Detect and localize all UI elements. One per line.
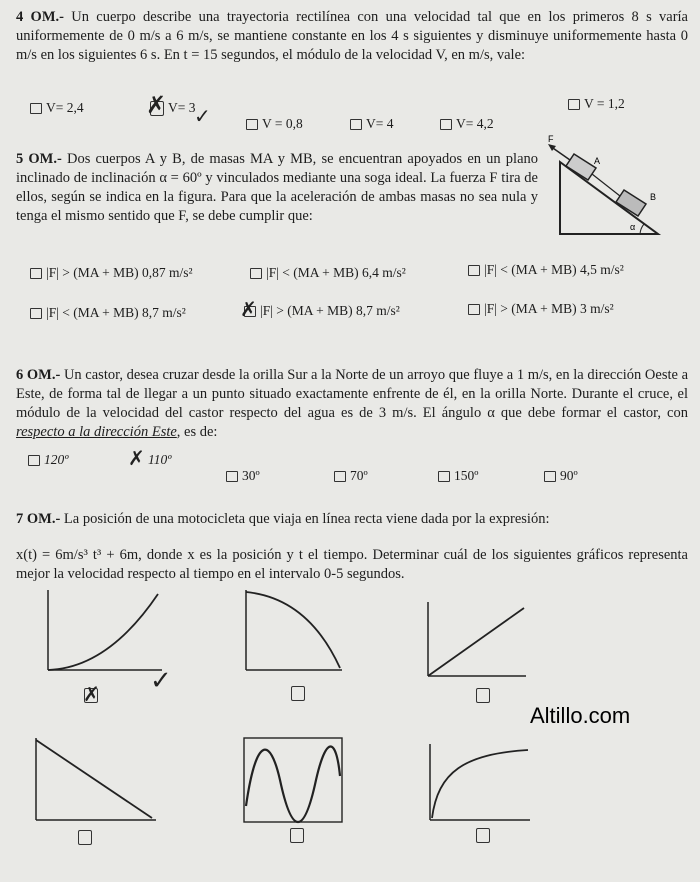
q5-option-5[interactable]: |F| > (MA + MB) 8,7 m/s² ✗: [240, 297, 400, 321]
graph-6-checkbox[interactable]: [476, 828, 490, 843]
checkbox[interactable]: [246, 119, 258, 130]
cross-mark-icon: ✗: [128, 446, 145, 470]
watermark: Altillo.com: [530, 703, 631, 728]
cross-mark-icon: ✗: [146, 91, 167, 119]
q5-option-2[interactable]: |F| < (MA + MB) 6,4 m/s²: [250, 265, 406, 281]
graph-4-checkbox[interactable]: [78, 830, 92, 845]
q6-option-2[interactable]: 110º ✗: [128, 446, 172, 470]
question-5-text: Dos cuerpos A y B, de masas MA y MB, se encuentran apoyados en un plano inclinado de inclinación α = 60º y vinculados mediante una soga ideal. La fuerza F tira de ellos, según se indica en la figura. Para que la aceleración de ambas masas no sea nula y tenga el mismo sentido que F, se debe cumplir que:: [16, 151, 539, 224]
q4-option-2[interactable]: V= 3 ✗ ✓: [146, 91, 211, 128]
question-4-options: [28, 91, 680, 131]
checkbox[interactable]: [30, 268, 42, 279]
checkbox[interactable]: [544, 471, 556, 482]
question-5-options: [28, 262, 680, 321]
cross-mark-icon: ✗: [240, 297, 257, 321]
graph-2-checkbox[interactable]: [291, 686, 305, 701]
rope: [592, 174, 620, 196]
q6-option-1[interactable]: 120º: [28, 452, 68, 468]
checkbox[interactable]: [350, 119, 362, 130]
force-label: F: [548, 134, 554, 144]
block-a: [566, 154, 596, 180]
checkbox[interactable]: [468, 304, 480, 315]
block-b-label: B: [650, 192, 657, 202]
cross-mark-icon: ✗: [83, 682, 100, 706]
question-7-formula: x(t) = 6m/s³ t³ + 6m, donde x es la posición y t el tiempo. Determinar cuál de los siguientes gráficos representa mejor la velocidad respecto al tiempo en el intervalo 0-5 segundos.: [16, 547, 688, 582]
question-5: [16, 150, 538, 226]
question-6-number: 6 OM.-: [16, 367, 61, 383]
inclined-plane-figure: [540, 134, 670, 244]
q6-option-5[interactable]: 150º: [438, 468, 478, 484]
checkbox[interactable]: [334, 471, 346, 482]
checkbox[interactable]: [468, 265, 480, 276]
checkbox[interactable]: [440, 119, 452, 130]
q4-option-4[interactable]: V= 4: [350, 116, 394, 132]
question-6: 6 OM.- Un castor, desea cruzar desde la orilla Sur a la Norte de un arroyo que fluye a 1 m/s, en la dirección Oeste a Este, de forma tal de llegar a un punto situado exactamente enfrente de él, en la orilla Norte. Durante el cruce, el módulo de la velocidad del castor respecto del agua es de 3 m/s. El ángulo α que debe formar el castor, con respecto a la dirección Este, es de:: [16, 367, 689, 440]
graph-linear-up: [420, 600, 530, 682]
checkbox[interactable]: [226, 471, 238, 482]
question-4: [16, 8, 688, 65]
graph-5-checkbox[interactable]: [290, 828, 304, 843]
graph-log-growth: [424, 742, 534, 826]
checkbox[interactable]: [30, 103, 42, 114]
question-7-number: 7 OM.-: [16, 511, 61, 527]
checkbox[interactable]: [28, 455, 40, 466]
q4-option-6[interactable]: V = 1,2: [568, 96, 625, 112]
block-b: [616, 190, 646, 216]
question-6-options: [28, 446, 680, 483]
checkbox[interactable]: [30, 308, 42, 319]
checkbox[interactable]: [438, 471, 450, 482]
question-7: [16, 510, 688, 529]
angle-label: α: [630, 222, 636, 232]
q6-option-6[interactable]: 90º: [544, 468, 578, 484]
q5-option-1[interactable]: |F| > (MA + MB) 0,87 m/s²: [30, 265, 193, 281]
q5-option-3[interactable]: |F| < (MA + MB) 4,5 m/s²: [468, 262, 624, 278]
question-5-number: 5 OM.-: [16, 151, 62, 167]
checkbox[interactable]: [568, 99, 580, 110]
q4-option-5[interactable]: V= 4,2: [440, 116, 494, 132]
question-7-text: La posición de una motocicleta que viaja en línea recta viene dada por la expresión:: [63, 511, 550, 527]
checkbox[interactable]: [250, 268, 262, 279]
q4-option-3[interactable]: V = 0,8: [246, 116, 303, 132]
question-6-text: Un castor, desea cruzar desde la orilla Sur a la Norte de un arroyo que fluye a 1 m/s, en la dirección Oeste a Este, de forma tal de llegar a un punto situado exactamente enfrente de él, en la orilla Norte. Durante el cruce, el módulo de la velocidad del castor respecto del agua es de 3 m/s. El ángulo α que debe formar el castor, con: [16, 367, 689, 421]
question-6-underlined: respecto a la dirección Este: [16, 424, 177, 440]
q5-option-6[interactable]: |F| > (MA + MB) 3 m/s²: [468, 301, 614, 317]
graph-linear-down: [30, 736, 160, 826]
q5-option-4[interactable]: |F| < (MA + MB) 8,7 m/s²: [30, 305, 186, 321]
question-4-text: Un cuerpo describe una trayectoria rectilínea con una velocidad tal que en los primeros 8 s varía uniformemente de 0 m/s a 6 m/s, se mantiene constante en los 4 s siguientes y disminuye uniformemente hasta 0 m/s en los siguientes 6 s. En t = 15 segundos, el módulo de la velocidad V, en m/s, vale:: [16, 9, 688, 63]
graph-3-checkbox[interactable]: [476, 688, 490, 703]
graph-parabola-down: [238, 588, 348, 678]
question-4-number: 4 OM.-: [16, 9, 64, 25]
graph-sinusoid: [240, 736, 346, 826]
block-a-label: A: [594, 156, 601, 166]
q6-option-4[interactable]: 70º: [334, 468, 368, 484]
q4-option-1[interactable]: V= 2,4: [30, 100, 84, 116]
check-mark-icon: ✓: [150, 666, 172, 696]
q6-option-3[interactable]: 30º: [226, 468, 260, 484]
graph-parabola-up: [38, 588, 168, 678]
check-mark-icon: ✓: [194, 104, 211, 128]
